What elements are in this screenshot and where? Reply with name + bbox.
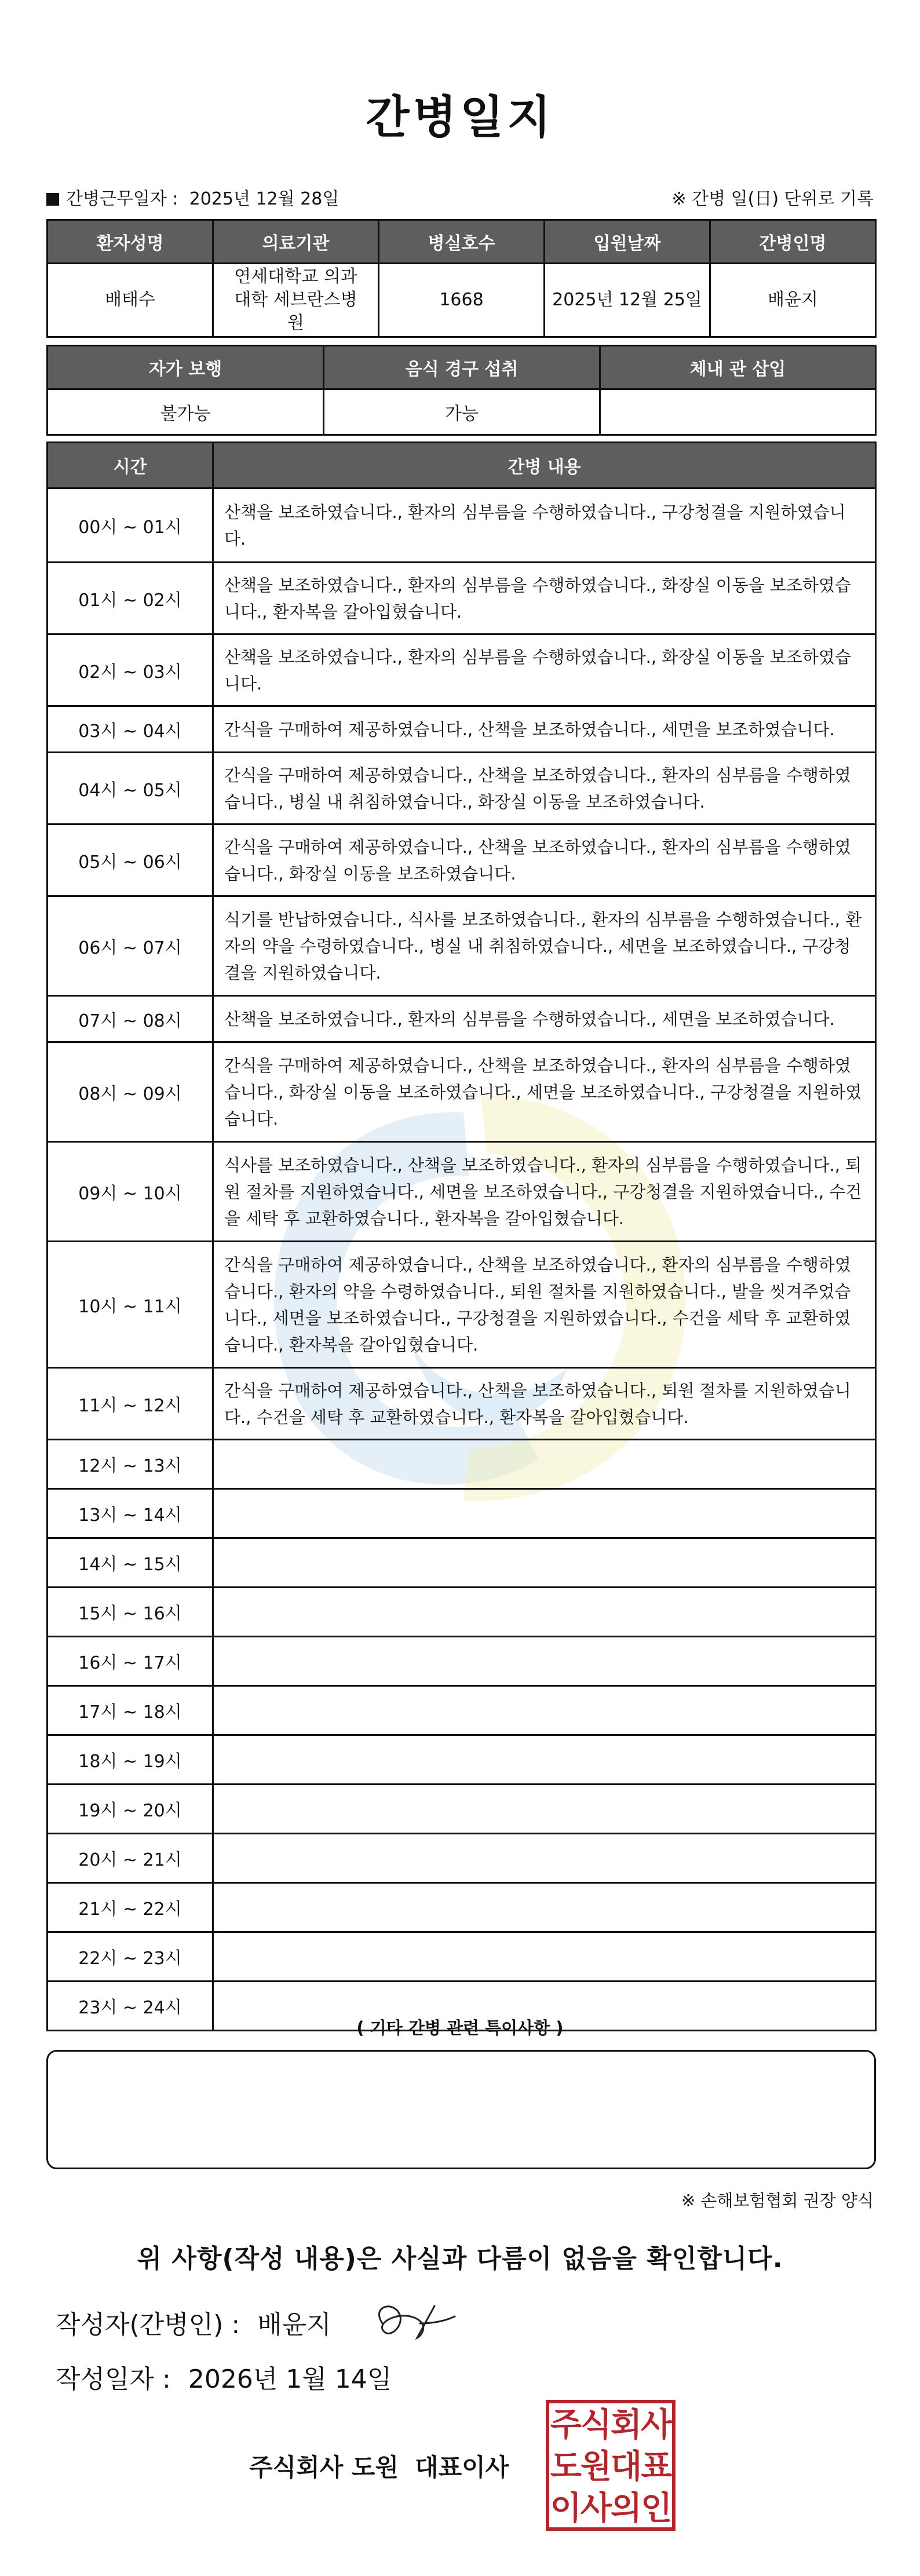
log-content: 산책을 보조하였습니다., 환자의 심부름을 수행하였습니다., 화장실 이동을 보조하였습니다., 환자복을 갈아입혔습니다. <box>213 563 876 634</box>
table-row <box>48 1440 876 1489</box>
status-value-row <box>48 389 876 435</box>
room-number: 1668 <box>379 264 545 337</box>
log-time: 21시 ~ 22시 <box>48 1883 213 1932</box>
notes-label: ( 기타 간병 관련 특이사항 ) <box>356 2018 564 2038</box>
log-content: 산책을 보조하였습니다., 환자의 심부름을 수행하였습니다., 구강청결을 지원하였습니다. <box>213 488 876 563</box>
log-time: 06시 ~ 07시 <box>48 896 213 996</box>
log-content <box>213 1538 876 1588</box>
written-date-label: 작성일자 : <box>56 2365 171 2394</box>
log-time: 07시 ~ 08시 <box>48 996 213 1042</box>
log-time: 14시 ~ 15시 <box>48 1538 213 1588</box>
table-row <box>48 1242 876 1368</box>
header-caregiver: 간병인명 <box>710 220 876 264</box>
table-row <box>48 634 876 706</box>
log-time: 08시 ~ 09시 <box>48 1042 213 1142</box>
log-content: 식기를 반납하였습니다., 식사를 보조하였습니다., 환자의 심부름을 수행하였습니다., 환자의 약을 수령하였습니다., 병실 내 취침하였습니다., 세면을 보조하였습니다., 구강청결을 지원하였습니다. <box>213 896 876 996</box>
unit-note: ※ 간병 일(日) 단위로 기록 <box>671 189 874 209</box>
written-date-line <box>56 2358 392 2395</box>
log-content: 식사를 보조하였습니다., 산책을 보조하였습니다., 환자의 심부름을 수행하였습니다., 퇴원 절차를 지원하였습니다., 세면을 보조하였습니다., 구강청결을 지원하였습니다., 수건을 세탁 후 교환하였습니다., 환자복을 갈아입혔습니다. <box>213 1142 876 1242</box>
header-room: 병실호수 <box>379 220 545 264</box>
table-row <box>48 824 876 896</box>
work-date <box>46 184 339 210</box>
patient-info-table <box>46 219 877 338</box>
hospital-name: 연세대학교 의과대학 세브란스병원 <box>213 264 379 337</box>
confirmation-statement: 위 사항(작성 내용)은 사실과 다름이 없음을 확인합니다. <box>137 2244 783 2274</box>
notes-box <box>46 2050 876 2169</box>
log-content: 간식을 구매하여 제공하였습니다., 산책을 보조하였습니다., 퇴원 절차를 지원하였습니다., 수건을 세탁 후 교환하였습니다., 환자복을 갈아입혔습니다. <box>213 1368 876 1440</box>
written-date-value: 2026년 1월 14일 <box>188 2365 392 2394</box>
square-bullet-icon <box>46 193 59 206</box>
log-time: 11시 ~ 12시 <box>48 1368 213 1440</box>
log-time: 18시 ~ 19시 <box>48 1735 213 1785</box>
log-content <box>213 1686 876 1735</box>
seal-line: 도원대표 <box>550 2448 671 2486</box>
table-row <box>48 1932 876 1982</box>
table-row <box>48 563 876 634</box>
table-row <box>48 1735 876 1785</box>
signature-icon <box>359 2289 463 2352</box>
log-content <box>213 1440 876 1489</box>
header-tube: 체내 관 삽입 <box>600 346 876 389</box>
tube-value <box>600 389 876 435</box>
log-content <box>213 1785 876 1834</box>
company-name: 주식회사 도원 <box>249 2453 399 2482</box>
table-row <box>48 753 876 824</box>
status-header-row <box>48 346 876 389</box>
form-source-note: ※ 손해보험협회 권장 양식 <box>681 2191 874 2210</box>
log-content: 간식을 구매하여 제공하였습니다., 산책을 보조하였습니다., 환자의 심부름을 수행하였습니다., 환자의 약을 수령하였습니다., 퇴원 절차를 지원하였습니다., 발을 씻겨주었습니다., 세면을 보조하였습니다., 구강청결을 지원하였습니다., 수건을 세탁 후 교환하였습니다., 환자복을 갈아입혔습니다. <box>213 1242 876 1368</box>
table-row <box>48 706 876 753</box>
table-row <box>48 1538 876 1588</box>
log-content <box>213 1489 876 1538</box>
log-content <box>213 1588 876 1637</box>
log-content <box>213 1932 876 1982</box>
work-date-label: 간병근무일자 : <box>66 189 178 209</box>
patient-name: 배태수 <box>48 264 213 337</box>
log-time: 19시 ~ 20시 <box>48 1785 213 1834</box>
log-time: 03시 ~ 04시 <box>48 706 213 753</box>
table-row <box>48 488 876 563</box>
oral-intake-value: 가능 <box>324 389 600 435</box>
log-time: 00시 ~ 01시 <box>48 488 213 563</box>
table-row <box>48 1042 876 1142</box>
header-content: 간병 내용 <box>213 443 876 488</box>
log-time: 16시 ~ 17시 <box>48 1637 213 1686</box>
patient-value-row <box>48 264 876 337</box>
log-time: 23시 ~ 24시 <box>48 1982 213 2031</box>
log-content: 간식을 구매하여 제공하였습니다., 산책을 보조하였습니다., 환자의 심부름을 수행하였습니다., 화장실 이동을 보조하였습니다., 세면을 보조하였습니다., 구강청결을 지원하였습니다. <box>213 1042 876 1142</box>
table-row <box>48 896 876 996</box>
header-time: 시간 <box>48 443 213 488</box>
log-time: 17시 ~ 18시 <box>48 1686 213 1735</box>
log-time: 12시 ~ 13시 <box>48 1440 213 1489</box>
log-content: 간식을 구매하여 제공하였습니다., 산책을 보조하였습니다., 환자의 심부름을 수행하였습니다., 병실 내 취침하였습니다., 화장실 이동을 보조하였습니다. <box>213 753 876 824</box>
log-time: 05시 ~ 06시 <box>48 824 213 896</box>
header-walking: 자가 보행 <box>48 346 324 389</box>
seal-line: 주식회사 <box>550 2406 671 2444</box>
log-time: 04시 ~ 05시 <box>48 753 213 824</box>
log-content <box>213 1883 876 1932</box>
header-hospital: 의료기관 <box>213 220 379 264</box>
log-time: 01시 ~ 02시 <box>48 563 213 634</box>
walking-value: 불가능 <box>48 389 324 435</box>
admission-date: 2025년 12월 25일 <box>545 264 710 337</box>
table-row <box>48 1637 876 1686</box>
log-time: 10시 ~ 11시 <box>48 1242 213 1368</box>
table-row <box>48 1588 876 1637</box>
log-content: 간식을 구매하여 제공하였습니다., 산책을 보조하였습니다., 환자의 심부름을 수행하였습니다., 화장실 이동을 보조하였습니다. <box>213 824 876 896</box>
log-content: 산책을 보조하였습니다., 환자의 심부름을 수행하였습니다., 세면을 보조하였습니다. <box>213 996 876 1042</box>
company-title: 대표이사 <box>415 2453 509 2482</box>
seal-line: 이사의인 <box>550 2490 671 2527</box>
care-log-table <box>46 442 877 2031</box>
company-line <box>249 2449 509 2483</box>
table-row <box>48 1686 876 1735</box>
log-time: 15시 ~ 16시 <box>48 1588 213 1637</box>
log-time: 22시 ~ 23시 <box>48 1932 213 1982</box>
page-title: 간병일지 <box>366 92 554 144</box>
log-content <box>213 1735 876 1785</box>
header-oral-intake: 음식 경구 섭취 <box>324 346 600 389</box>
patient-status-table <box>46 345 877 436</box>
log-content: 간식을 구매하여 제공하였습니다., 산책을 보조하였습니다., 세면을 보조하였습니다. <box>213 706 876 753</box>
log-content: 산책을 보조하였습니다., 환자의 심부름을 수행하였습니다., 화장실 이동을 보조하였습니다. <box>213 634 876 706</box>
log-time: 20시 ~ 21시 <box>48 1834 213 1883</box>
patient-header-row <box>48 220 876 264</box>
log-header-row <box>48 443 876 488</box>
caregiver-name: 배윤지 <box>710 264 876 337</box>
log-time: 13시 ~ 14시 <box>48 1489 213 1538</box>
log-content <box>213 1834 876 1883</box>
log-time: 09시 ~ 10시 <box>48 1142 213 1242</box>
company-seal-stamp <box>546 2400 676 2531</box>
table-row <box>48 996 876 1042</box>
writer-label: 작성자(간병인) : <box>56 2310 240 2340</box>
work-date-value: 2025년 12월 28일 <box>189 189 339 209</box>
table-row <box>48 1489 876 1538</box>
header-patient-name: 환자성명 <box>48 220 213 264</box>
table-row <box>48 1834 876 1883</box>
table-row <box>48 1883 876 1932</box>
log-content <box>213 1637 876 1686</box>
writer-name: 배윤지 <box>257 2310 331 2340</box>
header-admission-date: 입원날짜 <box>545 220 710 264</box>
log-time: 02시 ~ 03시 <box>48 634 213 706</box>
table-row <box>48 1368 876 1440</box>
writer-line <box>56 2304 331 2341</box>
table-row <box>48 1142 876 1242</box>
table-row <box>48 1785 876 1834</box>
